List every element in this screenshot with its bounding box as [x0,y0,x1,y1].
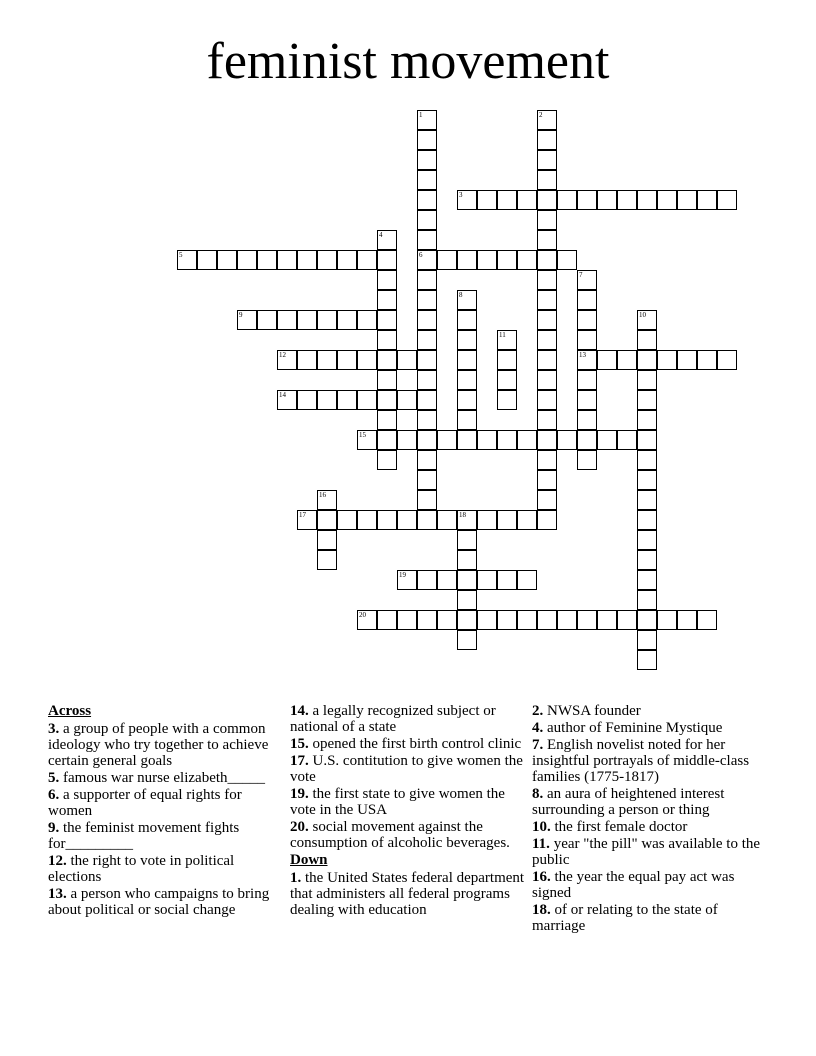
clue-item-text: the feminist movement fights for_________ [48,820,240,852]
clue-item-text: a person who campaigns to bring about political or social change [48,886,270,918]
grid-cell[interactable] [577,450,597,470]
clue-item-number: 5. [48,770,60,786]
clue-number: 8 [459,291,463,299]
grid-cell[interactable] [337,350,357,370]
clue-item-number: 11. [532,836,550,852]
grid-cell[interactable] [517,570,537,590]
grid-cell[interactable] [477,190,497,210]
grid-cell[interactable] [637,410,657,430]
grid-cell[interactable] [397,570,417,590]
grid-cell[interactable] [537,210,557,230]
grid-cell[interactable] [417,190,437,210]
across-heading: Across [48,703,92,719]
grid-cell[interactable] [637,550,657,570]
clue-item-text: English novelist noted for her insightful portrayals of middle-class families (1775-1817) [532,737,750,785]
grid-cell[interactable] [457,630,477,650]
grid-cell[interactable] [537,190,557,210]
grid-cell[interactable] [437,430,457,450]
grid-cell[interactable] [637,610,657,630]
grid-cell[interactable] [417,330,437,350]
grid-cell[interactable] [617,190,637,210]
grid-cell[interactable] [457,390,477,410]
clue-item-number: 6. [48,787,60,803]
clue-item-text: a legally recognized subject or national of a state [290,703,496,735]
clue-item [48,853,278,885]
grid-cell[interactable] [357,610,377,630]
clue-item-text: the first state to give women the vote in the USA [290,786,505,818]
clue-item [532,819,768,835]
clue-number: 10 [639,311,646,319]
grid-cell[interactable] [437,570,457,590]
grid-cell[interactable] [597,610,617,630]
grid-cell[interactable] [377,290,397,310]
grid-cell[interactable] [417,490,437,510]
clue-item [532,869,768,901]
puzzle-title: feminist movement [206,33,610,90]
grid-cell[interactable] [257,250,277,270]
grid-cell[interactable] [637,510,657,530]
grid-cell[interactable] [457,250,477,270]
grid-cell[interactable] [637,450,657,470]
clue-item-text: opened the first birth control clinic [308,736,522,752]
grid-cell[interactable] [637,390,657,410]
clue-item-text: famous war nurse elizabeth_____ [59,770,266,786]
grid-cell[interactable] [417,250,437,270]
grid-cell[interactable] [417,310,437,330]
clue-number: 1 [419,111,423,119]
grid-cell[interactable] [377,350,397,370]
grid-cell[interactable] [637,430,657,450]
grid-cell[interactable] [377,270,397,290]
grid-cell[interactable] [437,510,457,530]
grid-cell[interactable] [637,650,657,670]
grid-cell[interactable] [417,210,437,230]
grid-cell[interactable] [517,250,537,270]
grid-cell[interactable] [517,510,537,530]
grid-cell[interactable] [517,430,537,450]
grid-cell[interactable] [617,350,637,370]
grid-cell[interactable] [497,370,517,390]
grid-cell[interactable] [497,570,517,590]
grid-cell[interactable] [637,310,657,330]
grid-cell[interactable] [537,490,557,510]
grid-cell[interactable] [457,330,477,350]
grid-cell[interactable] [317,310,337,330]
grid-cell[interactable] [577,350,597,370]
grid-cell[interactable] [417,570,437,590]
grid-cell[interactable] [377,310,397,330]
grid-cell[interactable] [417,470,437,490]
grid-cell[interactable] [277,250,297,270]
grid-cell[interactable] [537,130,557,150]
grid-cell[interactable] [537,510,557,530]
grid-cell[interactable] [677,190,697,210]
grid-cell[interactable] [457,410,477,430]
clue-item-number: 14. [290,703,309,719]
grid-cell[interactable] [377,510,397,530]
down-clue-list [290,870,526,918]
grid-cell[interactable] [177,250,197,270]
grid-cell[interactable] [277,310,297,330]
clue-item-number: 7. [532,737,544,753]
clue-item-text: the year the equal pay act was signed [532,869,735,901]
clue-item-text: social movement against the consumption of alcoholic beverages. [290,819,510,851]
grid-cell[interactable] [477,610,497,630]
grid-cell[interactable] [417,370,437,390]
grid-cell[interactable] [497,390,517,410]
grid-cell[interactable] [297,390,317,410]
clue-item-number: 8. [532,786,544,802]
grid-cell[interactable] [577,410,597,430]
grid-cell[interactable] [457,370,477,390]
grid-cell[interactable] [417,430,437,450]
grid-cell[interactable] [537,350,557,370]
clue-item-text: author of Feminine Mystique [543,720,723,736]
grid-cell[interactable] [417,510,437,530]
grid-cell[interactable] [597,350,617,370]
grid-cell[interactable] [317,250,337,270]
grid-cell[interactable] [497,250,517,270]
clue-number: 9 [239,311,243,319]
grid-cell[interactable] [357,390,377,410]
grid-cell[interactable] [297,350,317,370]
clues-column-2 [290,703,526,919]
clue-number: 11 [499,331,506,339]
grid-cell[interactable] [377,430,397,450]
grid-cell[interactable] [417,450,437,470]
grid-cell[interactable] [537,250,557,270]
grid-cell[interactable] [617,430,637,450]
grid-cell[interactable] [297,510,317,530]
clue-number: 14 [279,391,286,399]
grid-cell[interactable] [597,190,617,210]
grid-cell[interactable] [557,610,577,630]
grid-cell[interactable] [597,430,617,450]
clue-item [48,886,278,918]
grid-cell[interactable] [397,510,417,530]
clue-number: 3 [459,191,463,199]
clue-item [532,703,768,719]
grid-cell[interactable] [657,610,677,630]
clue-item-number: 3. [48,721,60,737]
grid-cell[interactable] [457,510,477,530]
grid-cell[interactable] [637,590,657,610]
clue-item [532,902,768,934]
grid-cell[interactable] [477,510,497,530]
grid-cell[interactable] [637,370,657,390]
grid-cell[interactable] [497,610,517,630]
grid-cell[interactable] [717,350,737,370]
clue-item-text: the United States federal department that administers all federal programs dealing with education [290,870,525,918]
clue-item-text: the first female doctor [550,819,688,835]
clues-column-1 [48,703,278,919]
clue-item [290,786,526,818]
grid-cell[interactable] [377,450,397,470]
grid-cell[interactable] [337,510,357,530]
clue-number: 18 [459,511,466,519]
grid-cell[interactable] [697,350,717,370]
grid-cell[interactable] [477,570,497,590]
grid-cell[interactable] [637,330,657,350]
grid-cell[interactable] [497,430,517,450]
clue-item [532,836,768,868]
grid-cell[interactable] [577,190,597,210]
clue-item-text: a supporter of equal rights for women [48,787,242,819]
grid-cell[interactable] [537,390,557,410]
grid-cell[interactable] [357,350,377,370]
grid-cell[interactable] [457,550,477,570]
grid-cell[interactable] [717,190,737,210]
grid-cell[interactable] [417,390,437,410]
clue-number: 6 [419,251,423,259]
grid-cell[interactable] [277,390,297,410]
grid-cell[interactable] [577,270,597,290]
clue-item-number: 15. [290,736,309,752]
clue-item-number: 17. [290,753,309,769]
grid-cell[interactable] [357,430,377,450]
grid-cell[interactable] [457,570,477,590]
grid-cell[interactable] [577,370,597,390]
grid-cell[interactable] [537,110,557,130]
clues-column-3 [532,703,768,935]
grid-cell[interactable] [217,250,237,270]
grid-cell[interactable] [297,310,317,330]
grid-cell[interactable] [617,610,637,630]
grid-cell[interactable] [337,250,357,270]
grid-cell[interactable] [357,250,377,270]
grid-cell[interactable] [697,610,717,630]
grid-cell[interactable] [497,190,517,210]
grid-cell[interactable] [397,350,417,370]
grid-cell[interactable] [457,610,477,630]
grid-cell[interactable] [317,350,337,370]
grid-cell[interactable] [377,370,397,390]
clue-item-number: 16. [532,869,551,885]
clue-item [48,721,278,769]
clue-item-text: an aura of heightened interest surrounding a person or thing [532,786,725,818]
clue-number: 20 [359,611,366,619]
grid-cell[interactable] [377,230,397,250]
clue-item [532,786,768,818]
grid-cell[interactable] [637,530,657,550]
grid-cell[interactable] [417,350,437,370]
clue-item-text: the right to vote in political elections [48,853,235,885]
clue-number: 16 [319,491,326,499]
clue-item [532,737,768,785]
grid-cell[interactable] [497,350,517,370]
grid-cell[interactable] [537,370,557,390]
clue-item-number: 18. [532,902,551,918]
grid-cell[interactable] [457,350,477,370]
grid-cell[interactable] [437,250,457,270]
grid-cell[interactable] [317,510,337,530]
grid-cell[interactable] [537,410,557,430]
grid-cell[interactable] [677,350,697,370]
grid-cell[interactable] [417,110,437,130]
clue-item [290,819,526,851]
clue-item-number: 12. [48,853,67,869]
grid-cell[interactable] [317,550,337,570]
grid-cell[interactable] [357,510,377,530]
grid-cell[interactable] [657,350,677,370]
clue-item [48,770,278,786]
clue-number: 15 [359,431,366,439]
grid-cell[interactable] [577,310,597,330]
clue-number: 13 [579,351,586,359]
clue-item-number: 20. [290,819,309,835]
grid-cell[interactable] [697,190,717,210]
clue-item [48,820,278,852]
grid-cell[interactable] [557,190,577,210]
grid-cell[interactable] [537,430,557,450]
grid-cell[interactable] [637,570,657,590]
clue-item [290,753,526,785]
grid-cell[interactable] [377,390,397,410]
clue-item-number: 2. [532,703,544,719]
grid-cell[interactable] [577,290,597,310]
grid-cell[interactable] [377,250,397,270]
grid-cell[interactable] [637,350,657,370]
grid-cell[interactable] [417,130,437,150]
grid-cell[interactable] [557,430,577,450]
grid-cell[interactable] [537,330,557,350]
grid-cell[interactable] [237,310,257,330]
clue-item-text: U.S. contitution to give women the vote [290,753,523,785]
grid-cell[interactable] [637,630,657,650]
clue-number: 17 [299,511,306,519]
grid-cell[interactable] [637,490,657,510]
grid-cell[interactable] [337,310,357,330]
grid-cell[interactable] [417,170,437,190]
grid-cell[interactable] [397,390,417,410]
grid-cell[interactable] [457,590,477,610]
clue-number: 19 [399,571,406,579]
clue-item-number: 10. [532,819,551,835]
grid-cell[interactable] [417,150,437,170]
grid-cell[interactable] [637,190,657,210]
grid-cell[interactable] [357,310,377,330]
grid-cell[interactable] [537,270,557,290]
grid-cell[interactable] [537,230,557,250]
grid-cell[interactable] [577,390,597,410]
grid-cell[interactable] [337,390,357,410]
clue-item-text: a group of people with a common ideology who try together to achieve certain general goals [48,721,269,769]
grid-cell[interactable] [497,510,517,530]
grid-cell[interactable] [197,250,217,270]
grid-cell[interactable] [417,230,437,250]
grid-cell[interactable] [537,170,557,190]
grid-cell[interactable] [557,250,577,270]
clue-item-number: 9. [48,820,60,836]
grid-cell[interactable] [457,530,477,550]
grid-cell[interactable] [637,470,657,490]
clue-item-number: 13. [48,886,67,902]
grid-cell[interactable] [537,450,557,470]
grid-cell[interactable] [417,290,437,310]
grid-cell[interactable] [477,430,497,450]
grid-cell[interactable] [577,610,597,630]
grid-cell[interactable] [457,310,477,330]
clue-item [290,736,526,752]
grid-cell[interactable] [377,410,397,430]
grid-cell[interactable] [577,330,597,350]
clue-number: 4 [379,231,383,239]
grid-cell[interactable] [457,190,477,210]
grid-cell[interactable] [417,270,437,290]
down-clue-list-continued [532,703,768,934]
grid-cell[interactable] [477,250,497,270]
clue-item-number: 19. [290,786,309,802]
grid-cell[interactable] [317,490,337,510]
grid-cell[interactable] [317,390,337,410]
clue-number: 5 [179,251,183,259]
clue-item [290,703,526,735]
grid-cell[interactable] [497,330,517,350]
grid-cell[interactable] [397,430,417,450]
grid-cell[interactable] [517,610,537,630]
grid-cell[interactable] [517,190,537,210]
clue-item-text: of or relating to the state of marriage [532,902,718,934]
grid-cell[interactable] [397,610,417,630]
clue-item [48,787,278,819]
grid-cell[interactable] [417,610,437,630]
grid-cell[interactable] [417,410,437,430]
grid-cell[interactable] [537,290,557,310]
grid-cell[interactable] [657,190,677,210]
grid-cell[interactable] [297,250,317,270]
grid-cell[interactable] [377,610,397,630]
grid-cell[interactable] [677,610,697,630]
clue-item-number: 1. [290,870,302,886]
clue-item-text: year "the pill" was available to the public [532,836,761,868]
across-clue-list-continued [290,703,526,851]
grid-cell[interactable] [537,310,557,330]
grid-cell[interactable] [277,350,297,370]
clue-number: 12 [279,351,286,359]
grid-cell[interactable] [537,470,557,490]
clue-item [532,720,768,736]
grid-cell[interactable] [457,290,477,310]
grid-cell[interactable] [537,610,557,630]
down-heading: Down [290,852,328,868]
grid-cell[interactable] [257,310,277,330]
clue-item-text: NWSA founder [543,703,641,719]
across-clue-list [48,721,278,918]
grid-cell[interactable] [237,250,257,270]
clue-item [290,870,526,918]
grid-cell[interactable] [577,430,597,450]
clue-number: 2 [539,111,543,119]
grid-cell[interactable] [537,150,557,170]
grid-cell[interactable] [317,530,337,550]
clue-number: 7 [579,271,583,279]
grid-cell[interactable] [377,330,397,350]
grid-cell[interactable] [457,430,477,450]
clue-item-number: 4. [532,720,544,736]
grid-cell[interactable] [437,610,457,630]
